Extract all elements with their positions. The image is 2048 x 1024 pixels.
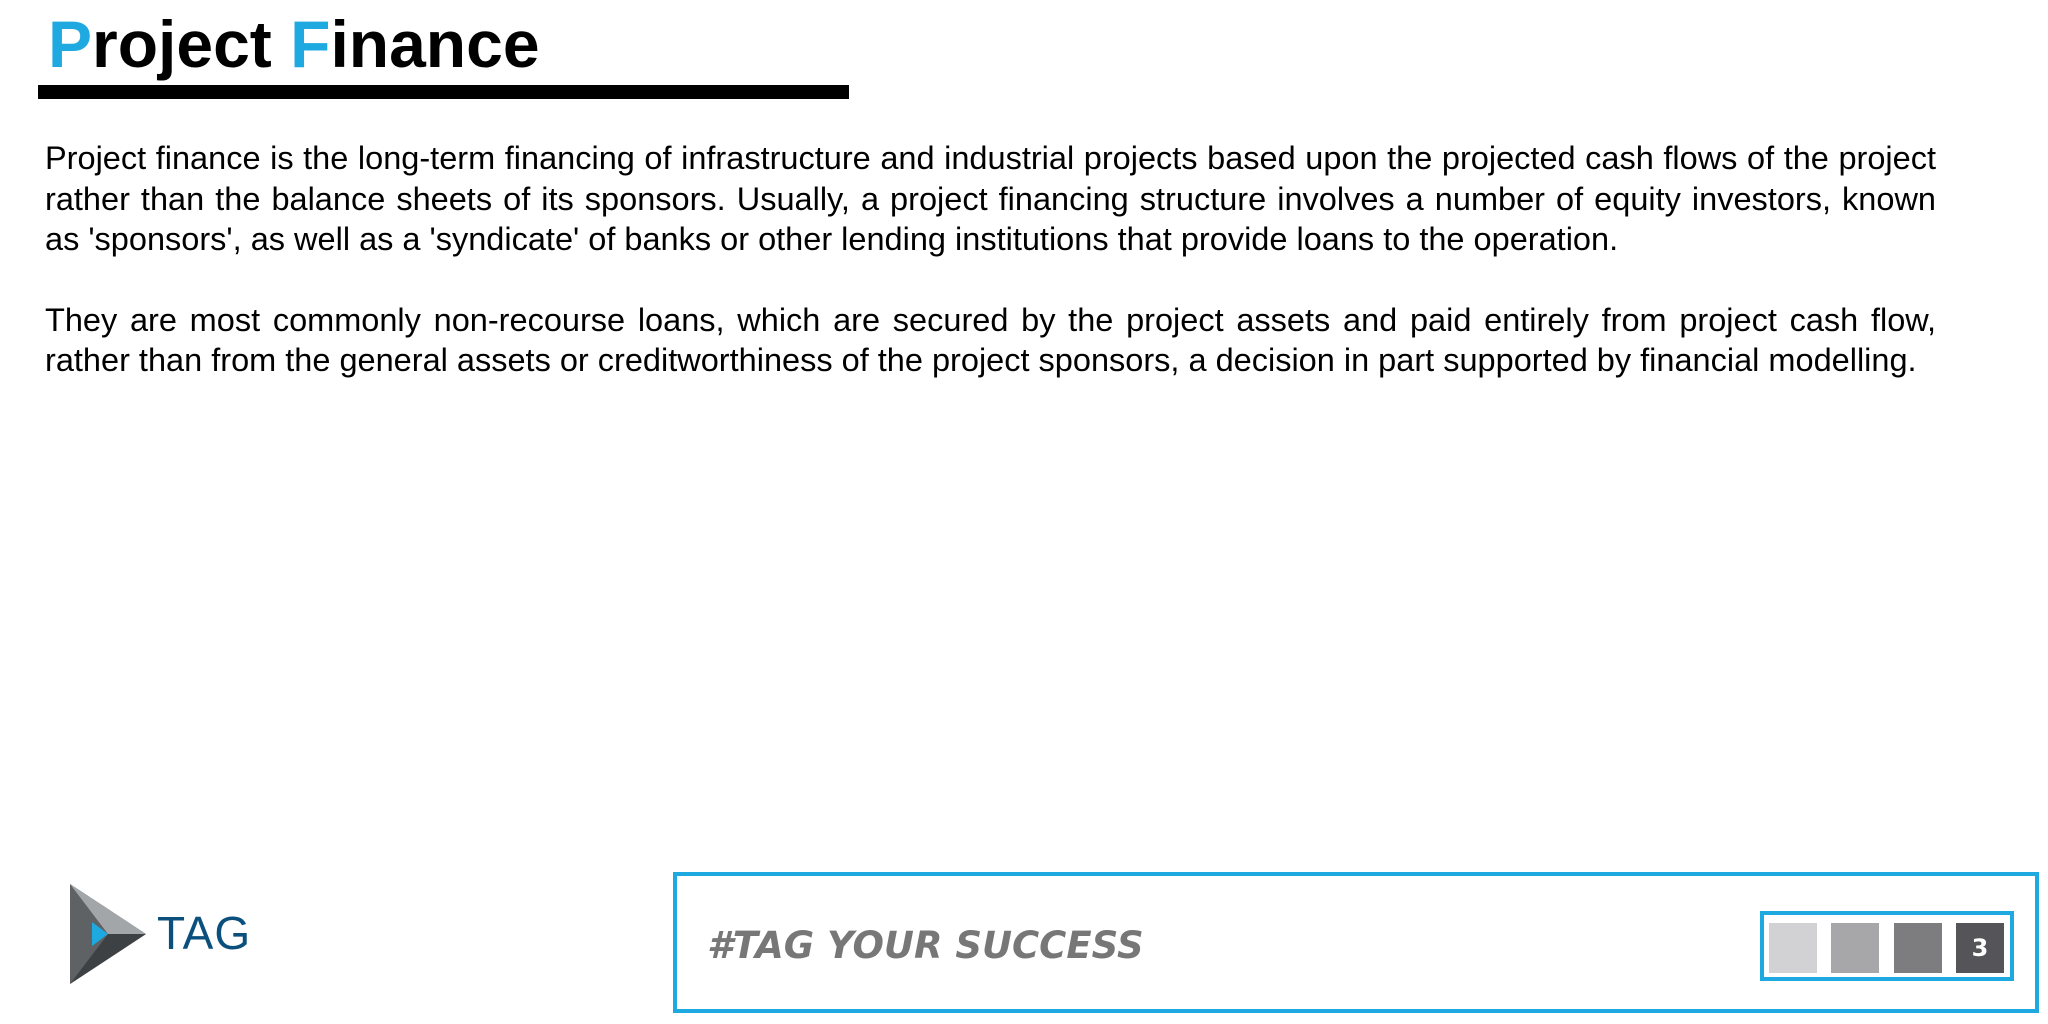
title-underline bbox=[38, 85, 849, 99]
page-number: 3 bbox=[1956, 923, 2004, 973]
body-paragraph: They are most commonly non-recourse loans, which are secured by the project assets and paid entirely from project cash flow, rather than from the general assets or creditworthiness of the project sponsors, a decision in part supported by financial modelling. bbox=[45, 301, 1936, 378]
body-paragraph: Project finance is the long-term financing of infrastructure and industrial projects based upon the projected cash flows of the project rather than the balance sheets of its sponsors. Usually, a project financing structure involves a number of equity investors, known as 'sponsors', as well as a 'syndicate' of banks or other lending institutions that provide loans to the operation. bbox=[45, 140, 1936, 257]
nav-square-2 bbox=[1831, 923, 1879, 973]
title-accent-letter: P bbox=[48, 7, 93, 81]
footer-banner bbox=[673, 872, 2039, 1013]
title-text-part: roject bbox=[92, 7, 291, 81]
footer-tagline: #TAG YOUR SUCCESS bbox=[707, 924, 1144, 967]
logo-text: TAG bbox=[157, 907, 252, 959]
slide-body bbox=[45, 138, 1936, 421]
nav-square-3 bbox=[1894, 923, 1942, 973]
slide-title bbox=[48, 4, 540, 84]
nav-square-1 bbox=[1769, 923, 1817, 973]
slide-navigator bbox=[1760, 911, 2014, 981]
title-accent-letter: F bbox=[290, 7, 331, 81]
title-text-part: inance bbox=[330, 7, 540, 81]
